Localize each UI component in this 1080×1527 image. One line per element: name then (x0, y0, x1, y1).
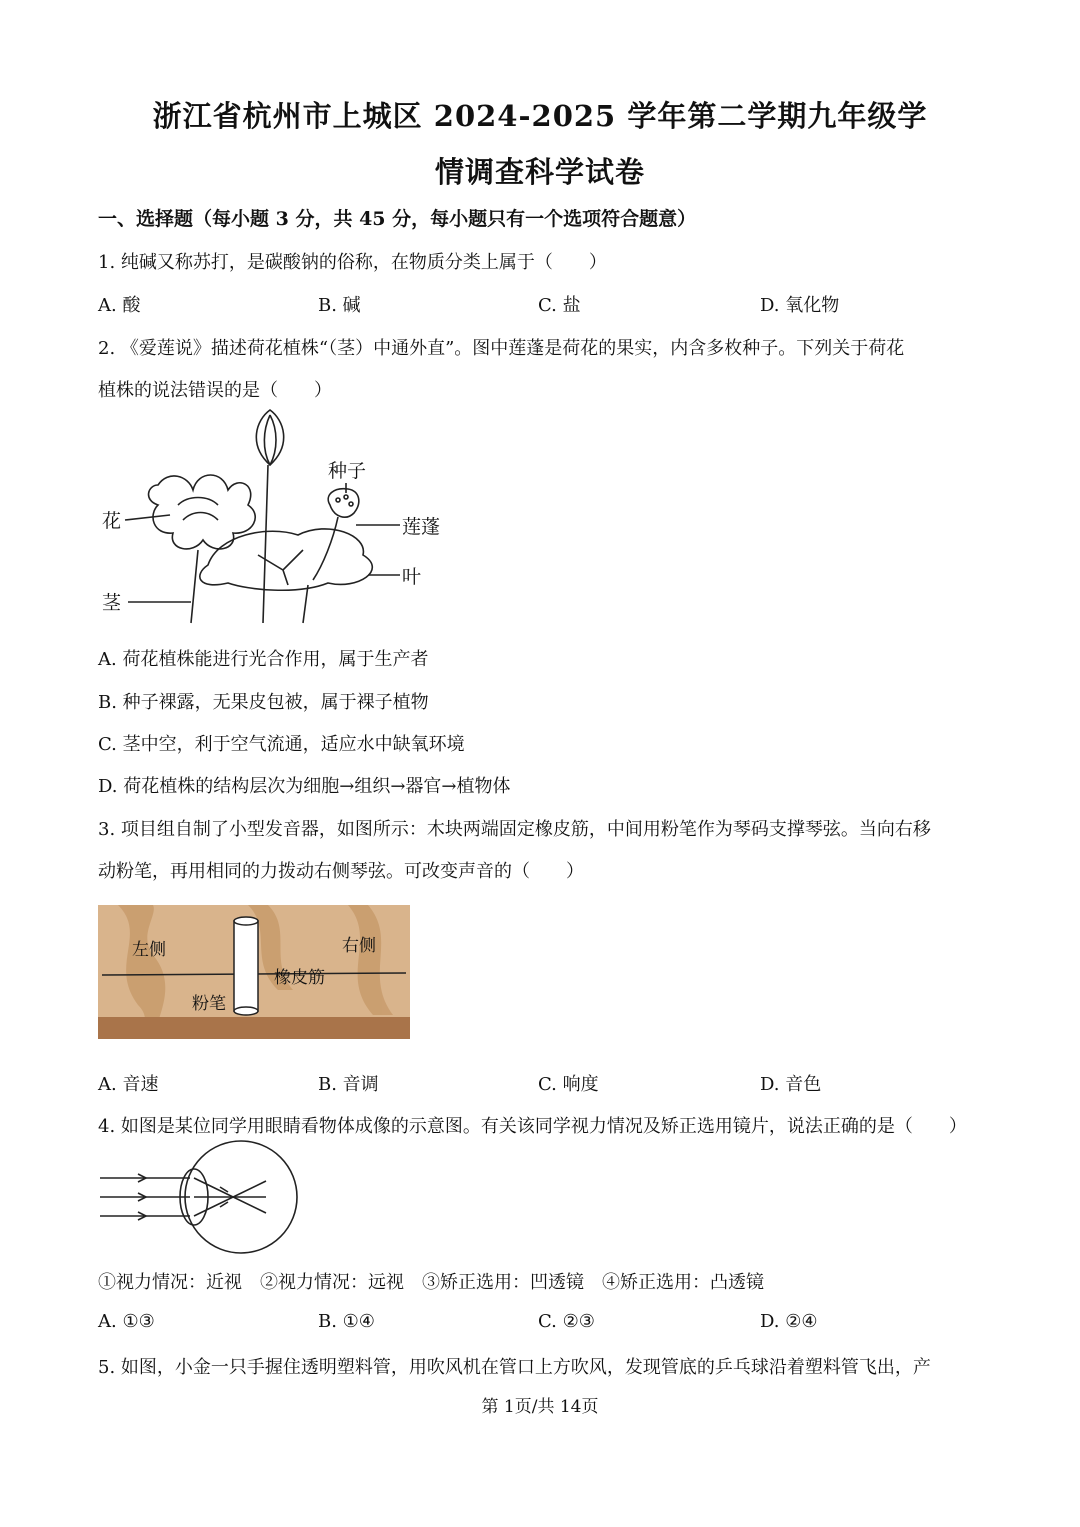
q4-choices: ①视力情况：近视 ②视力情况：远视 ③矫正选用：凹透镜 ④矫正选用：凸透镜 (98, 1272, 764, 1293)
q2-stem-line1: 2. 《爱莲说》描述荷花植株“（茎）中通外直”。图中莲蓬是荷花的果实，内含多枚种子。下列关于荷花 (98, 338, 905, 359)
label-band: 橡皮筋 (274, 968, 325, 988)
exam-title-line2: 情调查科学试卷 (434, 155, 645, 189)
q3-option-d: D. 音色 (760, 1074, 822, 1095)
label-leaf: 叶 (402, 566, 422, 588)
q1-option-a: A. 酸 (98, 295, 141, 316)
q3-option-b: B. 音调 (318, 1074, 379, 1095)
label-pod: 莲蓬 (402, 516, 441, 538)
exam-title-line1: 浙江省杭州市上城区 2024-2025 学年第二学期九年级学 (152, 99, 928, 133)
label-right: 右侧 (342, 936, 376, 956)
q4-option-b: B. ①④ (318, 1311, 375, 1332)
q2-stem-line2: 植株的说法错误的是（ ） (98, 380, 332, 401)
eye-diagram (98, 1140, 298, 1258)
q4-option-d: D. ②④ (760, 1311, 818, 1332)
label-stem: 茎 (102, 592, 122, 614)
q3-option-c: C. 响度 (538, 1074, 599, 1095)
page-footer: 第 1页/共 14页 (481, 1397, 599, 1417)
q5-stem-line1: 5. 如图，小金一只手握住透明塑料管，用吹风机在管口上方吹风，发现管底的乒乓球沿着塑料管飞出，产 (98, 1357, 931, 1378)
section-heading: 一、选择题（每小题 3 分，共 45 分，每小题只有一个选项符合题意） (98, 208, 697, 230)
q1-stem: 1. 纯碱又称苏打，是碳酸钠的俗称，在物质分类上属于（ ） (98, 252, 607, 273)
bud-icon (256, 410, 283, 465)
q2-option-d: D. 荷花植株的结构层次为细胞→组织→器官→植物体 (98, 776, 511, 797)
q4-stem: 4. 如图是某位同学用眼睛看物体成像的示意图。有关该同学视力情况及矫正选用镜片，说法正确的是（ ） (98, 1116, 967, 1137)
q1-option-c: C. 盐 (538, 295, 581, 316)
q3-option-a: A. 音速 (98, 1074, 159, 1095)
q3-stem-line2: 动粉笔，再用相同的力拨动右侧琴弦。可改变声音的（ ） (98, 861, 584, 882)
string-instrument-figure (98, 905, 410, 1039)
seed-pod-icon (328, 489, 359, 517)
label-chalk: 粉笔 (192, 994, 226, 1014)
q1-option-d: D. 氧化物 (760, 295, 840, 316)
q2-option-a: A. 荷花植株能进行光合作用，属于生产者 (98, 649, 429, 670)
q3-stem-line1: 3. 项目组自制了小型发音器，如图所示：木块两端固定橡皮筋，中间用粉笔作为琴码支撑琴弦。当向右移 (98, 819, 931, 840)
lotus-figure (98, 405, 458, 630)
q2-option-c: C. 茎中空，利于空气流通，适应水中缺氧环境 (98, 734, 465, 755)
label-seed: 种子 (328, 460, 367, 482)
q4-option-c: C. ②③ (538, 1311, 595, 1332)
q2-option-b: B. 种子裸露，无果皮包被，属于裸子植物 (98, 692, 429, 713)
q4-option-a: A. ①③ (98, 1311, 155, 1332)
label-left: 左侧 (132, 940, 166, 960)
chalk (234, 917, 258, 1015)
label-flower: 花 (102, 510, 122, 532)
q1-option-b: B. 碱 (318, 295, 361, 316)
